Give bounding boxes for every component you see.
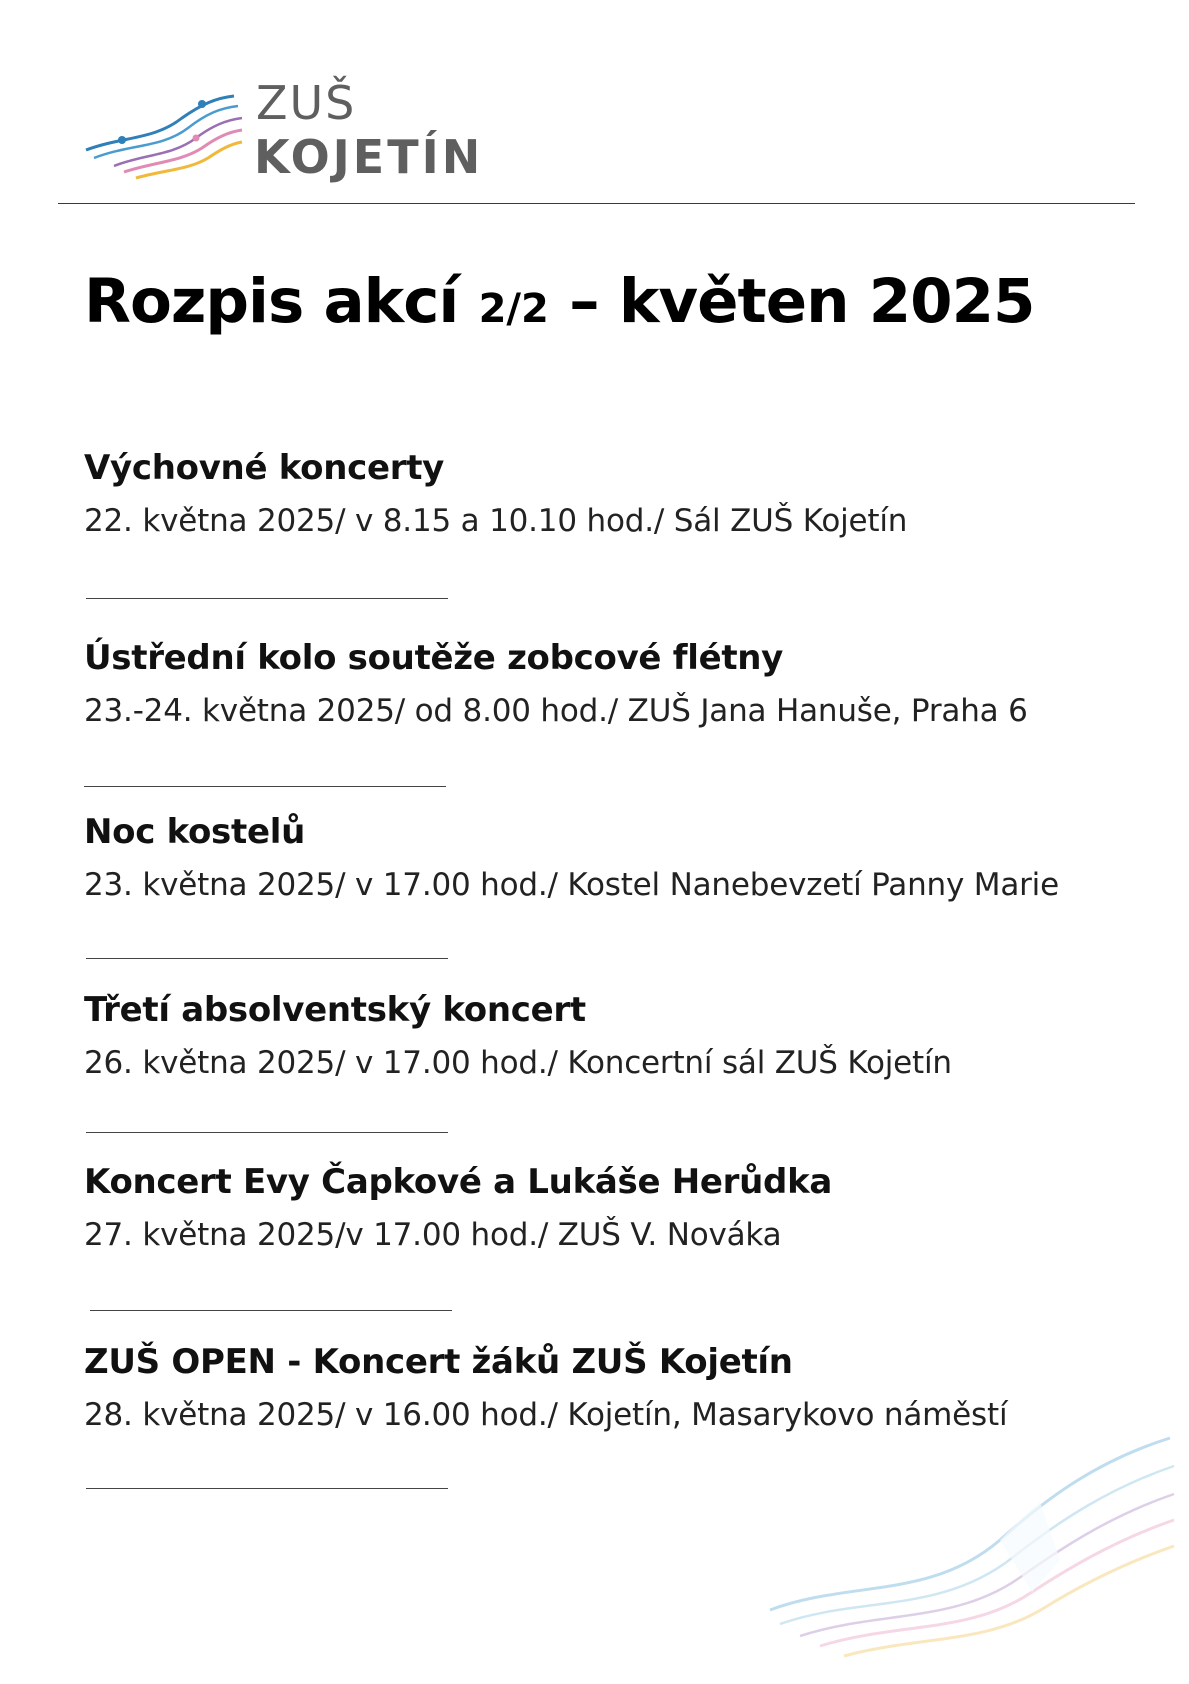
header-divider — [58, 203, 1135, 204]
event-divider — [84, 786, 446, 787]
logo-text-zus: ZUŠ — [256, 76, 357, 130]
event-title: ZUŠ OPEN - Koncert žáků ZUŠ Kojetín — [84, 1342, 793, 1382]
event-detail: 26. května 2025/ v 17.00 hod./ Koncertní sál ZUŠ Kojetín — [84, 1044, 952, 1081]
event-divider — [86, 958, 448, 959]
event-item — [84, 638, 1144, 730]
event-title: Noc kostelů — [84, 812, 305, 852]
event-detail: 27. května 2025/v 17.00 hod./ ZUŠ V. Nováka — [84, 1216, 782, 1253]
event-title: Výchovné koncerty — [84, 448, 445, 488]
page-title-rest: – květen 2025 — [569, 266, 1035, 337]
page-title — [84, 268, 1035, 335]
event-item — [84, 990, 1144, 1082]
event-detail: 23.-24. května 2025/ od 8.00 hod./ ZUŠ Jana Hanuše, Praha 6 — [84, 692, 1028, 729]
event-title: Ústřední kolo soutěže zobcové flétny — [84, 638, 784, 678]
event-title: Koncert Evy Čapkové a Lukáše Herůdka — [84, 1162, 833, 1202]
logo-text-kojetin: KOJETÍN — [254, 130, 484, 184]
event-detail: 23. května 2025/ v 17.00 hod./ Kostel Nanebevzetí Panny Marie — [84, 866, 1059, 903]
page-title-main: Rozpis akcí — [84, 266, 459, 337]
event-divider — [86, 1132, 448, 1133]
event-detail: 22. května 2025/ v 8.15 a 10.10 hod./ Sál ZUŠ Kojetín — [84, 502, 908, 539]
decorative-waves-icon — [760, 1410, 1180, 1670]
event-item — [84, 448, 1144, 540]
event-divider — [86, 1488, 448, 1489]
school-logo — [84, 78, 504, 188]
event-divider — [90, 1310, 452, 1311]
event-title: Třetí absolventský koncert — [84, 990, 586, 1030]
music-waves-logo-icon — [84, 78, 244, 188]
page-title-part: 2/2 — [478, 286, 549, 332]
event-divider — [86, 598, 448, 599]
event-detail: 28. května 2025/ v 16.00 hod./ Kojetín, Masarykovo náměstí — [84, 1396, 1008, 1433]
event-item — [84, 1162, 1144, 1254]
event-item — [84, 812, 1144, 904]
